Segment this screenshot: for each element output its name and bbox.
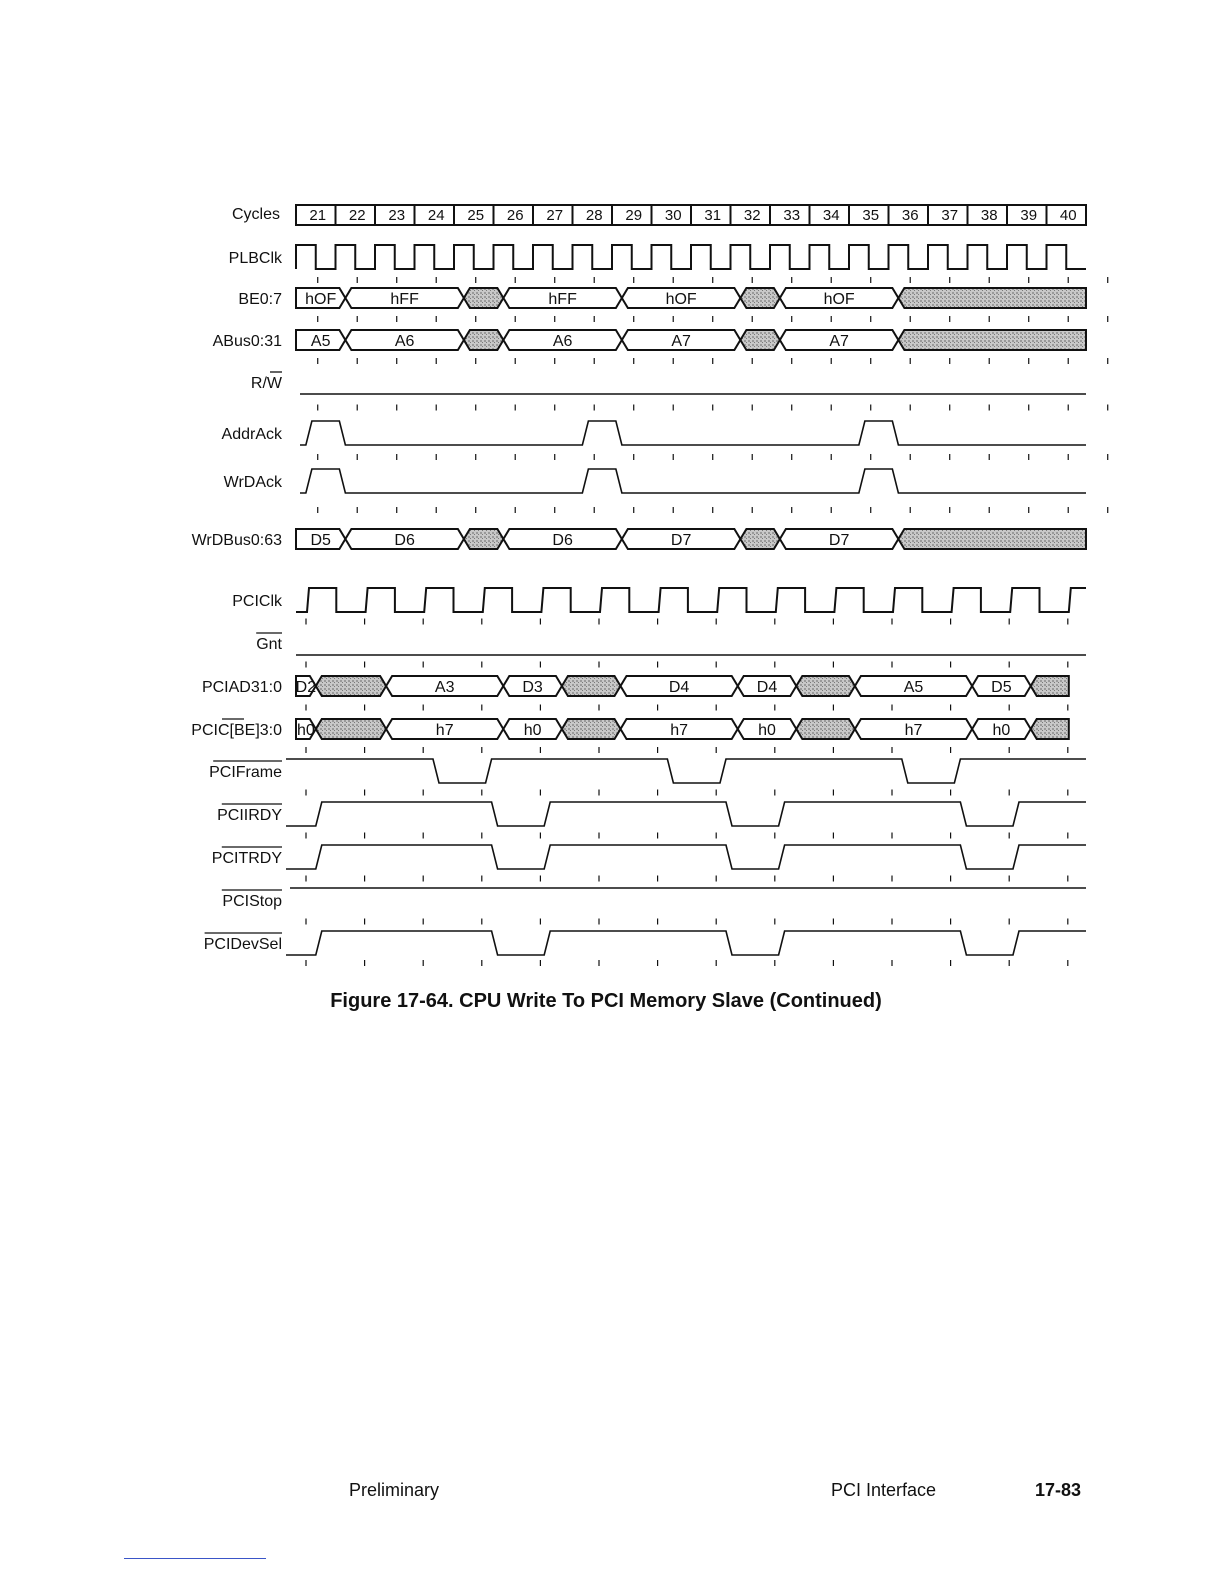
bus-undefined-segment [898,330,1086,350]
signal-label: WrDAck [223,474,282,491]
cycle-number: 28 [585,207,603,224]
pci-clock-waveform [296,588,1086,612]
bus-value: A7 [829,333,849,350]
cycle-number: 35 [862,207,880,224]
bus-value: A7 [671,333,691,350]
bus-undefined-segment [796,719,855,739]
footer-section: PCI Interface [831,1480,937,1500]
signal-label: PCIDevSel [203,936,282,953]
cycles-label: Cycles [231,206,280,223]
bus-value: D5 [991,679,1012,696]
bus-value: D2 [295,679,317,696]
bus-undefined-segment [740,330,780,350]
bus-value: h0 [758,722,776,739]
signal-label: PLBClk [228,250,282,267]
bus-value: D5 [310,532,331,549]
bus-value: A5 [310,333,331,350]
cycle-number: 24 [427,207,445,224]
bus-undefined-segment [1031,676,1069,696]
signal-label: ABus0:31 [212,333,282,350]
bus-value: hFF [548,291,577,308]
bus-undefined-segment [562,676,621,696]
bus-undefined-segment [464,529,504,549]
signal-label: PCITRDY [211,850,282,867]
signal-label: PCIIRDY [217,807,282,824]
bus-value: D6 [552,532,573,549]
pci-dip-waveform [286,931,1086,955]
bus-undefined-segment [740,288,780,308]
cycle-number: 32 [743,207,761,224]
bus-undefined-segment [464,330,504,350]
bus-undefined-segment [464,288,504,308]
bus-value: hOF [823,291,855,308]
bus-value: h7 [670,722,689,739]
plb-pulse-waveform [300,469,1086,493]
footer-rule [124,1558,266,1559]
signal-label: Gnt [256,636,282,653]
pci-dip-waveform [286,759,1086,783]
bus-value: hOF [665,291,697,308]
bus-value: D3 [522,679,543,696]
bus-value: hFF [390,291,419,308]
bus-value: h7 [435,722,454,739]
bus-value: D4 [756,679,778,696]
cycle-number: 33 [783,207,801,224]
figure-caption-text: Figure 17-64. CPU Write To PCI Memory Slave (Continued) [330,990,882,1012]
signal-label: AddrAck [221,426,282,443]
pci-dip-waveform [286,802,1086,826]
cycle-number: 30 [664,207,682,224]
signal-label: PCIFrame [209,764,282,781]
plb-pulse-waveform [300,421,1086,445]
bus-value: A3 [434,679,455,696]
cycle-number: 27 [546,207,564,224]
figure-caption [0,990,1224,1013]
cycle-number: 34 [822,207,840,224]
bus-value: h0 [992,722,1011,739]
cycle-number: 29 [625,207,643,224]
bus-value: h0 [523,722,542,739]
signal-label: PCIClk [232,593,282,610]
bus-value: D7 [828,532,850,549]
signal-label: PCIAD31:0 [201,679,282,696]
bus-value: A5 [903,679,924,696]
footer-page-number: 17-83 [1035,1480,1082,1500]
cycle-number: 31 [704,207,722,224]
signal-label: WrDBus0:63 [191,532,282,549]
cycle-number: 25 [467,207,485,224]
cycle-number: 26 [506,207,524,224]
bus-value: D6 [394,532,415,549]
bus-undefined-segment [740,529,780,549]
bus-undefined-segment [1031,719,1069,739]
cycle-number: 22 [348,207,366,224]
bus-value: h0 [296,722,315,739]
cycle-number: 39 [1020,207,1038,224]
cycle-number: 38 [980,207,998,224]
cycle-number: 36 [901,207,919,224]
cycle-number: 23 [388,207,406,224]
signal-label: PCIStop [222,893,282,910]
bus-value: A6 [394,333,415,350]
signal-label: BE0:7 [238,291,282,308]
bus-undefined-segment [898,288,1086,308]
bus-value: h7 [904,722,923,739]
pci-dip-waveform [286,845,1086,869]
plb-clock-waveform [296,245,1086,269]
cycle-number: 21 [309,207,327,224]
signal-label: R/W [250,375,282,392]
bus-undefined-segment [316,676,386,696]
bus-undefined-segment [562,719,621,739]
cycle-number: 37 [941,207,959,224]
bus-undefined-segment [796,676,855,696]
footer-status: Preliminary [349,1480,440,1500]
bus-undefined-segment [898,529,1086,549]
bus-value: D7 [670,532,692,549]
cycle-number: 40 [1059,207,1077,224]
bus-value: D4 [668,679,690,696]
bus-value: hOF [305,291,337,308]
bus-value: A6 [552,333,573,350]
signal-label: PCIC[BE]3:0 [191,722,282,739]
bus-undefined-segment [316,719,386,739]
